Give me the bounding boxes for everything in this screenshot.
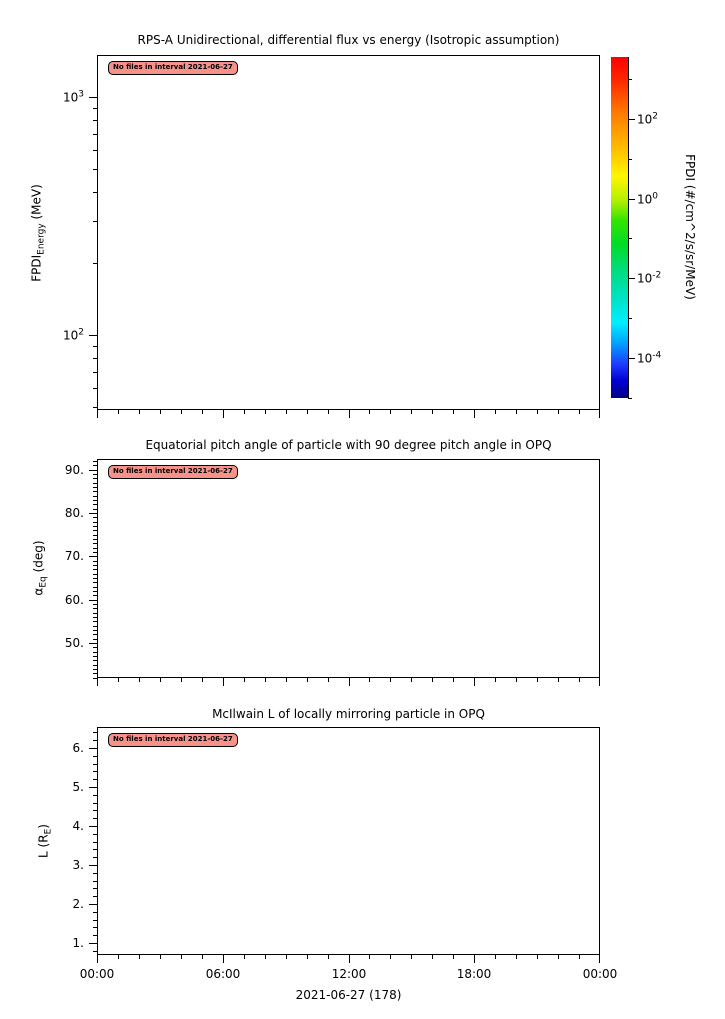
x-minor-tick [495,410,496,414]
y-minor-tick [93,669,97,670]
colorbar-label: FPDI (#/cm^2/s/sr/MeV) [683,154,697,300]
y-minor-tick [93,582,97,583]
y-tick-label: 1. [72,936,84,950]
y-minor-tick [93,509,97,510]
y-major-tick [89,556,97,557]
x-minor-tick [160,955,161,959]
y-minor-tick [93,912,97,913]
y-minor-tick [93,756,97,757]
x-minor-tick [369,955,370,959]
y-major-tick [89,904,97,905]
y-tick-label: 6. [72,741,84,755]
y-tick-label: $10^3$ [62,89,84,105]
y-major-tick [89,943,97,944]
y-axis-label-mcilwain-l: L $(R_E)$ [36,824,54,858]
x-minor-tick [244,410,245,414]
y-minor-tick [93,388,97,389]
colorbar-tick-label: $10^0$ [637,191,659,207]
y-minor-tick [93,621,97,622]
y-tick-label: 70. [64,549,84,563]
x-minor-tick [265,955,266,959]
colorbar-axis-line [628,57,629,399]
x-minor-tick [265,678,266,682]
x-minor-tick [118,678,119,682]
x-major-tick [599,678,600,686]
x-minor-tick [181,410,182,414]
no-files-annotation: No files in interval 2021-06-27 [108,465,238,479]
plot-area-pitch-angle [97,459,600,678]
x-minor-tick [411,410,412,414]
x-minor-tick [369,678,370,682]
y-major-tick [89,787,97,788]
x-minor-tick [516,678,517,682]
x-minor-tick [579,678,580,682]
x-minor-tick [411,678,412,682]
y-tick-label: 5. [72,780,84,794]
panel-title-pitch-angle: Equatorial pitch angle of particle with 90 degree pitch angle in OPQ [145,438,552,452]
x-major-tick [223,410,224,418]
x-minor-tick [495,678,496,682]
y-minor-tick [93,221,97,222]
y-minor-tick [93,530,97,531]
x-tick-label: 12:00 [331,967,367,981]
y-major-tick [89,748,97,749]
y-minor-tick [93,630,97,631]
y-axis-label-pitch-angle: $\alpha_{Eq}$ (deg) [31,540,49,596]
colorbar-tick-label: $10^{-2}$ [637,270,662,286]
x-minor-tick [432,410,433,414]
x-minor-tick [328,410,329,414]
y-major-tick [89,97,97,98]
y-minor-tick [93,881,97,882]
plot-area-flux [97,55,600,410]
y-minor-tick [93,608,97,609]
y-minor-tick [93,569,97,570]
y-minor-tick [93,927,97,928]
x-minor-tick [160,678,161,682]
x-minor-tick [453,678,454,682]
panel-title-mcilwain-l: McIlwain L of locally mirroring particle in OPQ [212,707,485,721]
plot-area-mcilwain-l [97,727,600,955]
x-major-tick [97,410,98,418]
y-minor-tick [93,771,97,772]
y-minor-tick [93,803,97,804]
colorbar-gradient [611,57,628,398]
y-minor-tick [93,461,97,462]
y-minor-tick [93,660,97,661]
y-minor-tick [93,673,97,674]
y-minor-tick [93,732,97,733]
colorbar-major-tick [628,119,635,120]
x-minor-tick [411,955,412,959]
y-minor-tick [93,474,97,475]
y-minor-tick [93,647,97,648]
x-tick-label: 00:00 [582,967,618,981]
y-major-tick [89,643,97,644]
y-minor-tick [93,873,97,874]
y-tick-label: 2. [72,897,84,911]
y-major-tick [89,513,97,514]
y-minor-tick [93,888,97,889]
y-minor-tick [93,574,97,575]
y-tick-label: 4. [72,819,84,833]
y-tick-label: 60. [64,593,84,607]
x-minor-tick [181,955,182,959]
x-minor-tick [307,678,308,682]
panel-title-flux: RPS-A Unidirectional, differential flux vs energy (Isotropic assumption) [137,33,560,47]
x-minor-tick [390,410,391,414]
x-minor-tick [495,955,496,959]
x-minor-tick [202,955,203,959]
y-minor-tick [93,834,97,835]
x-major-tick [97,678,98,686]
x-minor-tick [432,955,433,959]
y-major-tick [89,600,97,601]
y-minor-tick [93,192,97,193]
x-minor-tick [265,410,266,414]
no-files-annotation: No files in interval 2021-06-27 [108,733,238,747]
y-minor-tick [93,346,97,347]
x-minor-tick [453,955,454,959]
y-minor-tick [93,169,97,170]
y-minor-tick [93,849,97,850]
y-tick-label: 3. [72,858,84,872]
y-major-tick [89,470,97,471]
y-minor-tick [93,779,97,780]
y-minor-tick [93,504,97,505]
y-axis-label-flux: $FPDI_{Energy}$ (MeV) [29,184,47,282]
x-minor-tick [579,955,580,959]
x-minor-tick [286,678,287,682]
y-tick-label: 90. [64,463,84,477]
x-minor-tick [244,955,245,959]
y-minor-tick [93,795,97,796]
x-minor-tick [118,410,119,414]
y-minor-tick [93,108,97,109]
y-minor-tick [93,491,97,492]
y-minor-tick [93,517,97,518]
colorbar-minor-tick [628,238,632,239]
y-minor-tick [93,740,97,741]
y-minor-tick [93,526,97,527]
y-tick-label: $10^2$ [62,327,84,343]
x-minor-tick [453,410,454,414]
colorbar-minor-tick [628,159,632,160]
y-minor-tick [93,626,97,627]
x-major-tick [474,678,475,686]
y-minor-tick [93,372,97,373]
y-minor-tick [93,548,97,549]
y-minor-tick [93,665,97,666]
x-minor-tick [432,678,433,682]
x-major-tick [599,955,600,963]
y-minor-tick [93,535,97,536]
y-minor-tick [93,543,97,544]
colorbar-minor-tick [628,398,632,399]
colorbar-minor-tick [628,79,632,80]
y-minor-tick [93,842,97,843]
x-minor-tick [139,955,140,959]
y-major-tick [89,865,97,866]
y-tick-label: 80. [64,506,84,520]
x-minor-tick [328,955,329,959]
y-minor-tick [93,639,97,640]
y-minor-tick [93,591,97,592]
x-minor-tick [286,955,287,959]
x-major-tick [349,678,350,686]
y-minor-tick [93,935,97,936]
x-tick-label: 18:00 [456,967,492,981]
y-minor-tick [93,150,97,151]
x-minor-tick [118,955,119,959]
x-minor-tick [244,678,245,682]
y-minor-tick [93,134,97,135]
x-minor-tick [390,955,391,959]
y-minor-tick [93,604,97,605]
x-minor-tick [181,678,182,682]
y-minor-tick [93,587,97,588]
y-minor-tick [93,951,97,952]
x-minor-tick [579,410,580,414]
x-minor-tick [558,678,559,682]
x-minor-tick [307,955,308,959]
y-minor-tick [93,896,97,897]
y-minor-tick [93,578,97,579]
y-minor-tick [93,613,97,614]
colorbar-major-tick [628,199,635,200]
y-minor-tick [93,500,97,501]
y-minor-tick [93,818,97,819]
x-minor-tick [516,410,517,414]
x-minor-tick [139,410,140,414]
x-minor-tick [286,410,287,414]
y-major-tick [89,335,97,336]
x-major-tick [349,410,350,418]
x-major-tick [223,955,224,963]
x-major-tick [474,955,475,963]
x-minor-tick [516,955,517,959]
x-axis-label: 2021-06-27 (178) [295,988,402,1002]
y-minor-tick [93,263,97,264]
y-minor-tick [93,595,97,596]
no-files-annotation: No files in interval 2021-06-27 [108,61,238,75]
x-major-tick [599,410,600,418]
x-major-tick [349,955,350,963]
x-minor-tick [160,410,161,414]
y-minor-tick [93,539,97,540]
colorbar-major-tick [628,358,635,359]
y-minor-tick [93,810,97,811]
x-minor-tick [390,678,391,682]
y-minor-tick [93,656,97,657]
y-minor-tick [93,407,97,408]
y-minor-tick [93,552,97,553]
y-minor-tick [93,920,97,921]
x-minor-tick [537,955,538,959]
x-minor-tick [202,678,203,682]
y-minor-tick [93,487,97,488]
colorbar-tick-label: $10^{-4}$ [637,350,662,366]
y-minor-tick [93,652,97,653]
y-minor-tick [93,857,97,858]
x-major-tick [474,410,475,418]
y-minor-tick [93,617,97,618]
x-minor-tick [558,955,559,959]
y-minor-tick [93,496,97,497]
x-tick-label: 06:00 [205,967,241,981]
y-minor-tick [93,764,97,765]
x-minor-tick [537,678,538,682]
x-minor-tick [537,410,538,414]
colorbar-minor-tick [628,318,632,319]
x-tick-label: 00:00 [79,967,115,981]
y-minor-tick [93,120,97,121]
y-minor-tick [93,565,97,566]
y-minor-tick [93,358,97,359]
y-major-tick [89,826,97,827]
x-major-tick [223,678,224,686]
y-minor-tick [93,522,97,523]
y-minor-tick [93,678,97,679]
colorbar-tick-label: $10^2$ [637,111,659,127]
y-minor-tick [93,465,97,466]
colorbar-major-tick [628,278,635,279]
y-tick-label: 50. [64,636,84,650]
y-minor-tick [93,478,97,479]
x-minor-tick [139,678,140,682]
x-minor-tick [328,678,329,682]
x-minor-tick [369,410,370,414]
x-minor-tick [307,410,308,414]
y-minor-tick [93,483,97,484]
x-minor-tick [202,410,203,414]
x-minor-tick [558,410,559,414]
y-minor-tick [93,634,97,635]
x-major-tick [97,955,98,963]
y-minor-tick [93,561,97,562]
